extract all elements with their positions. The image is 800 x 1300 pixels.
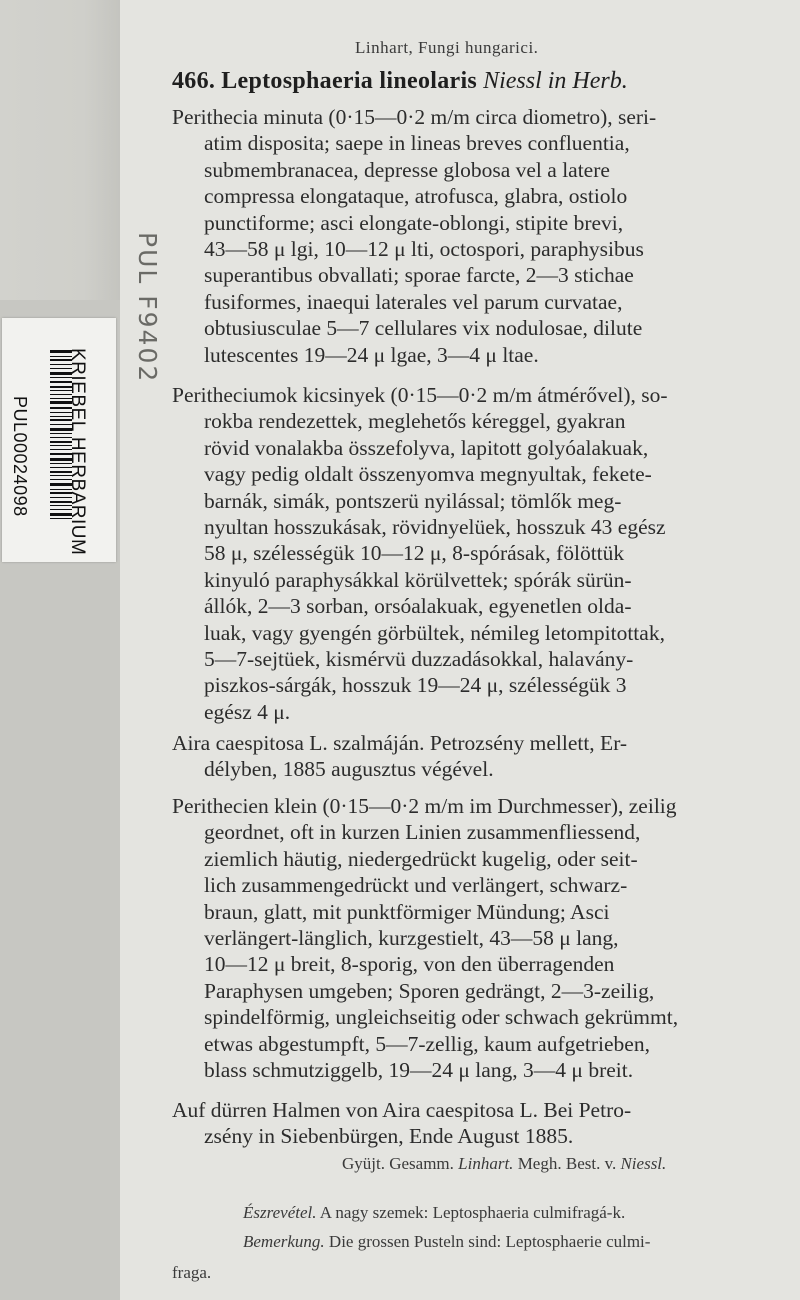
note-german-continuation: fraga. bbox=[172, 1263, 212, 1282]
text-line: ziemlich häutig, niedergedrückt kugelig, oder seit- bbox=[204, 846, 638, 871]
handwritten-annotation: PUL F9402 bbox=[133, 232, 162, 384]
text-line: rövid vonalakba összefolyva, lapitott golyóalakuak, bbox=[204, 435, 649, 460]
note-hungarian-text: A nagy szemek: Leptosphaeria culmifragá-k. bbox=[319, 1203, 626, 1222]
text-line: egész 4 μ. bbox=[204, 699, 291, 724]
note-german bbox=[243, 1232, 650, 1252]
latin-description bbox=[172, 104, 778, 368]
text-line: spindelförmig, ungleichseitig oder schwach gekrümmt, bbox=[204, 1005, 679, 1030]
text-line: 43—58 μ lgi, 10—12 μ lti, octospori, paraphysibus bbox=[204, 237, 644, 262]
text-line: verlängert-länglich, kurzgestielt, 43—58 μ lang, bbox=[204, 926, 619, 951]
text-line: zsény in Siebenbürgen, Ende August 1885. bbox=[204, 1124, 574, 1149]
text-line: lutescentes 19—24 μ lgae, 3—4 μ ltae. bbox=[204, 342, 539, 367]
text-line: luak, vagy gyengén görbültek, némileg letompitottak, bbox=[204, 620, 665, 645]
text-line: állók, 2—3 sorban, orsóalakuak, egyenetlen olda- bbox=[204, 594, 632, 619]
species-number: 466. bbox=[172, 68, 216, 94]
collector-name: Linhart. bbox=[458, 1154, 514, 1173]
text-line: Peritheciumok kicsinyek (0·15—0·2 m/m átmérővel), so- bbox=[172, 383, 668, 407]
text-line: 10—12 μ breit, 8-sporig, von den überragenden bbox=[204, 952, 615, 977]
text-line: Perithecia minuta (0·15—0·2 m/m circa diometro), seri- bbox=[172, 105, 657, 129]
series-header: Linhart, Fungi hungarici. bbox=[355, 38, 539, 57]
text-line: 5—7-sejtüek, kismérvü duzzadásokkal, halavány- bbox=[204, 647, 634, 672]
text-line: geordnet, oft in kurzen Linien zusammenfliessend, bbox=[204, 820, 641, 845]
hungarian-description bbox=[172, 382, 778, 725]
text-line: etwas abgestumpft, 5—7-zellig, kaum aufgetrieben, bbox=[204, 1031, 650, 1056]
species-title bbox=[172, 68, 628, 95]
text-line: braun, glatt, mit punktförmiger Mündung; Asci bbox=[204, 899, 610, 924]
german-description bbox=[172, 793, 778, 1083]
text-line: submembranacea, depresse globosa vel a latere bbox=[204, 157, 610, 182]
text-line: Auf dürren Halmen von Aira caespitosa L. Bei Petro- bbox=[172, 1098, 632, 1122]
species-authority: Niessl in Herb. bbox=[483, 68, 628, 94]
text-line: punctiforme; asci elongate-oblongi, stipite brevi, bbox=[204, 210, 624, 235]
text-line: Perithecien klein (0·15—0·2 m/m im Durchmesser), zeilig bbox=[172, 794, 677, 818]
text-line: lich zusammengedrückt und verlängert, schwarz- bbox=[204, 873, 628, 898]
text-line: nyultan hosszukásak, rövidnyelüek, hosszuk 43 egész bbox=[204, 515, 666, 540]
text-line: atim disposita; saepe in lineas breves confluentia, bbox=[204, 131, 630, 156]
german-locality bbox=[172, 1097, 778, 1150]
text-line: piszkos-sárgák, hosszuk 19—24 μ, szélességük 3 bbox=[204, 673, 627, 698]
text-line: Aira caespitosa L. szalmáján. Petrozsény mellett, Er- bbox=[172, 731, 628, 755]
hungarian-locality bbox=[172, 730, 778, 783]
catalog-number: PUL00024098 bbox=[10, 396, 30, 517]
text-line: 58 μ, szélességük 10—12 μ, 8-spórásak, fölöttük bbox=[204, 541, 625, 566]
note-hungarian-label: Észrevétel. bbox=[243, 1203, 317, 1222]
species-name: Leptosphaeria lineolaris bbox=[221, 68, 478, 94]
collector-prefix: Gyüjt. Gesamm. bbox=[342, 1154, 454, 1173]
text-line: fusiformes, inaequi laterales vel parum curvatae, bbox=[204, 289, 623, 314]
text-line: barnák, simák, pontszerü nyilással; tömlők meg- bbox=[204, 488, 622, 513]
text-line: délyben, 1885 augusztus végével. bbox=[204, 757, 494, 782]
text-line: obtusiusculae 5—7 cellulares vix nodulosae, dilute bbox=[204, 316, 643, 341]
text-line: blass schmutziggelb, 19—24 μ lang, 3—4 μ breit. bbox=[204, 1058, 634, 1083]
text-line: superantibus obvallati; sporae farcte, 2—3 stichae bbox=[204, 263, 634, 288]
note-german-label: Bemerkung. bbox=[243, 1232, 325, 1251]
note-hungarian bbox=[243, 1203, 625, 1223]
herbarium-name: KRIEBEL HERBARIUM bbox=[67, 348, 88, 556]
collector-line bbox=[342, 1154, 666, 1174]
determiner-name: Niessl. bbox=[620, 1154, 667, 1173]
text-line: Paraphysen umgeben; Sporen gedrängt, 2—3-zeilig, bbox=[204, 978, 655, 1003]
text-line: rokba rendezettek, meglehetős kéreggel, gyakran bbox=[204, 409, 626, 434]
text-line: kinyuló paraphysákkal körülvettek; spórák sürün- bbox=[204, 567, 632, 592]
note-german-text: Die grossen Pusteln sind: Leptosphaerie culmi- bbox=[328, 1232, 651, 1251]
text-line: compressa elongataque, atrofusca, glabra, ostiolo bbox=[204, 184, 628, 209]
text-line: vagy pedig oldalt összenyomva megnyultak, fekete- bbox=[204, 462, 652, 487]
determiner-prefix: Megh. Best. v. bbox=[517, 1154, 617, 1173]
